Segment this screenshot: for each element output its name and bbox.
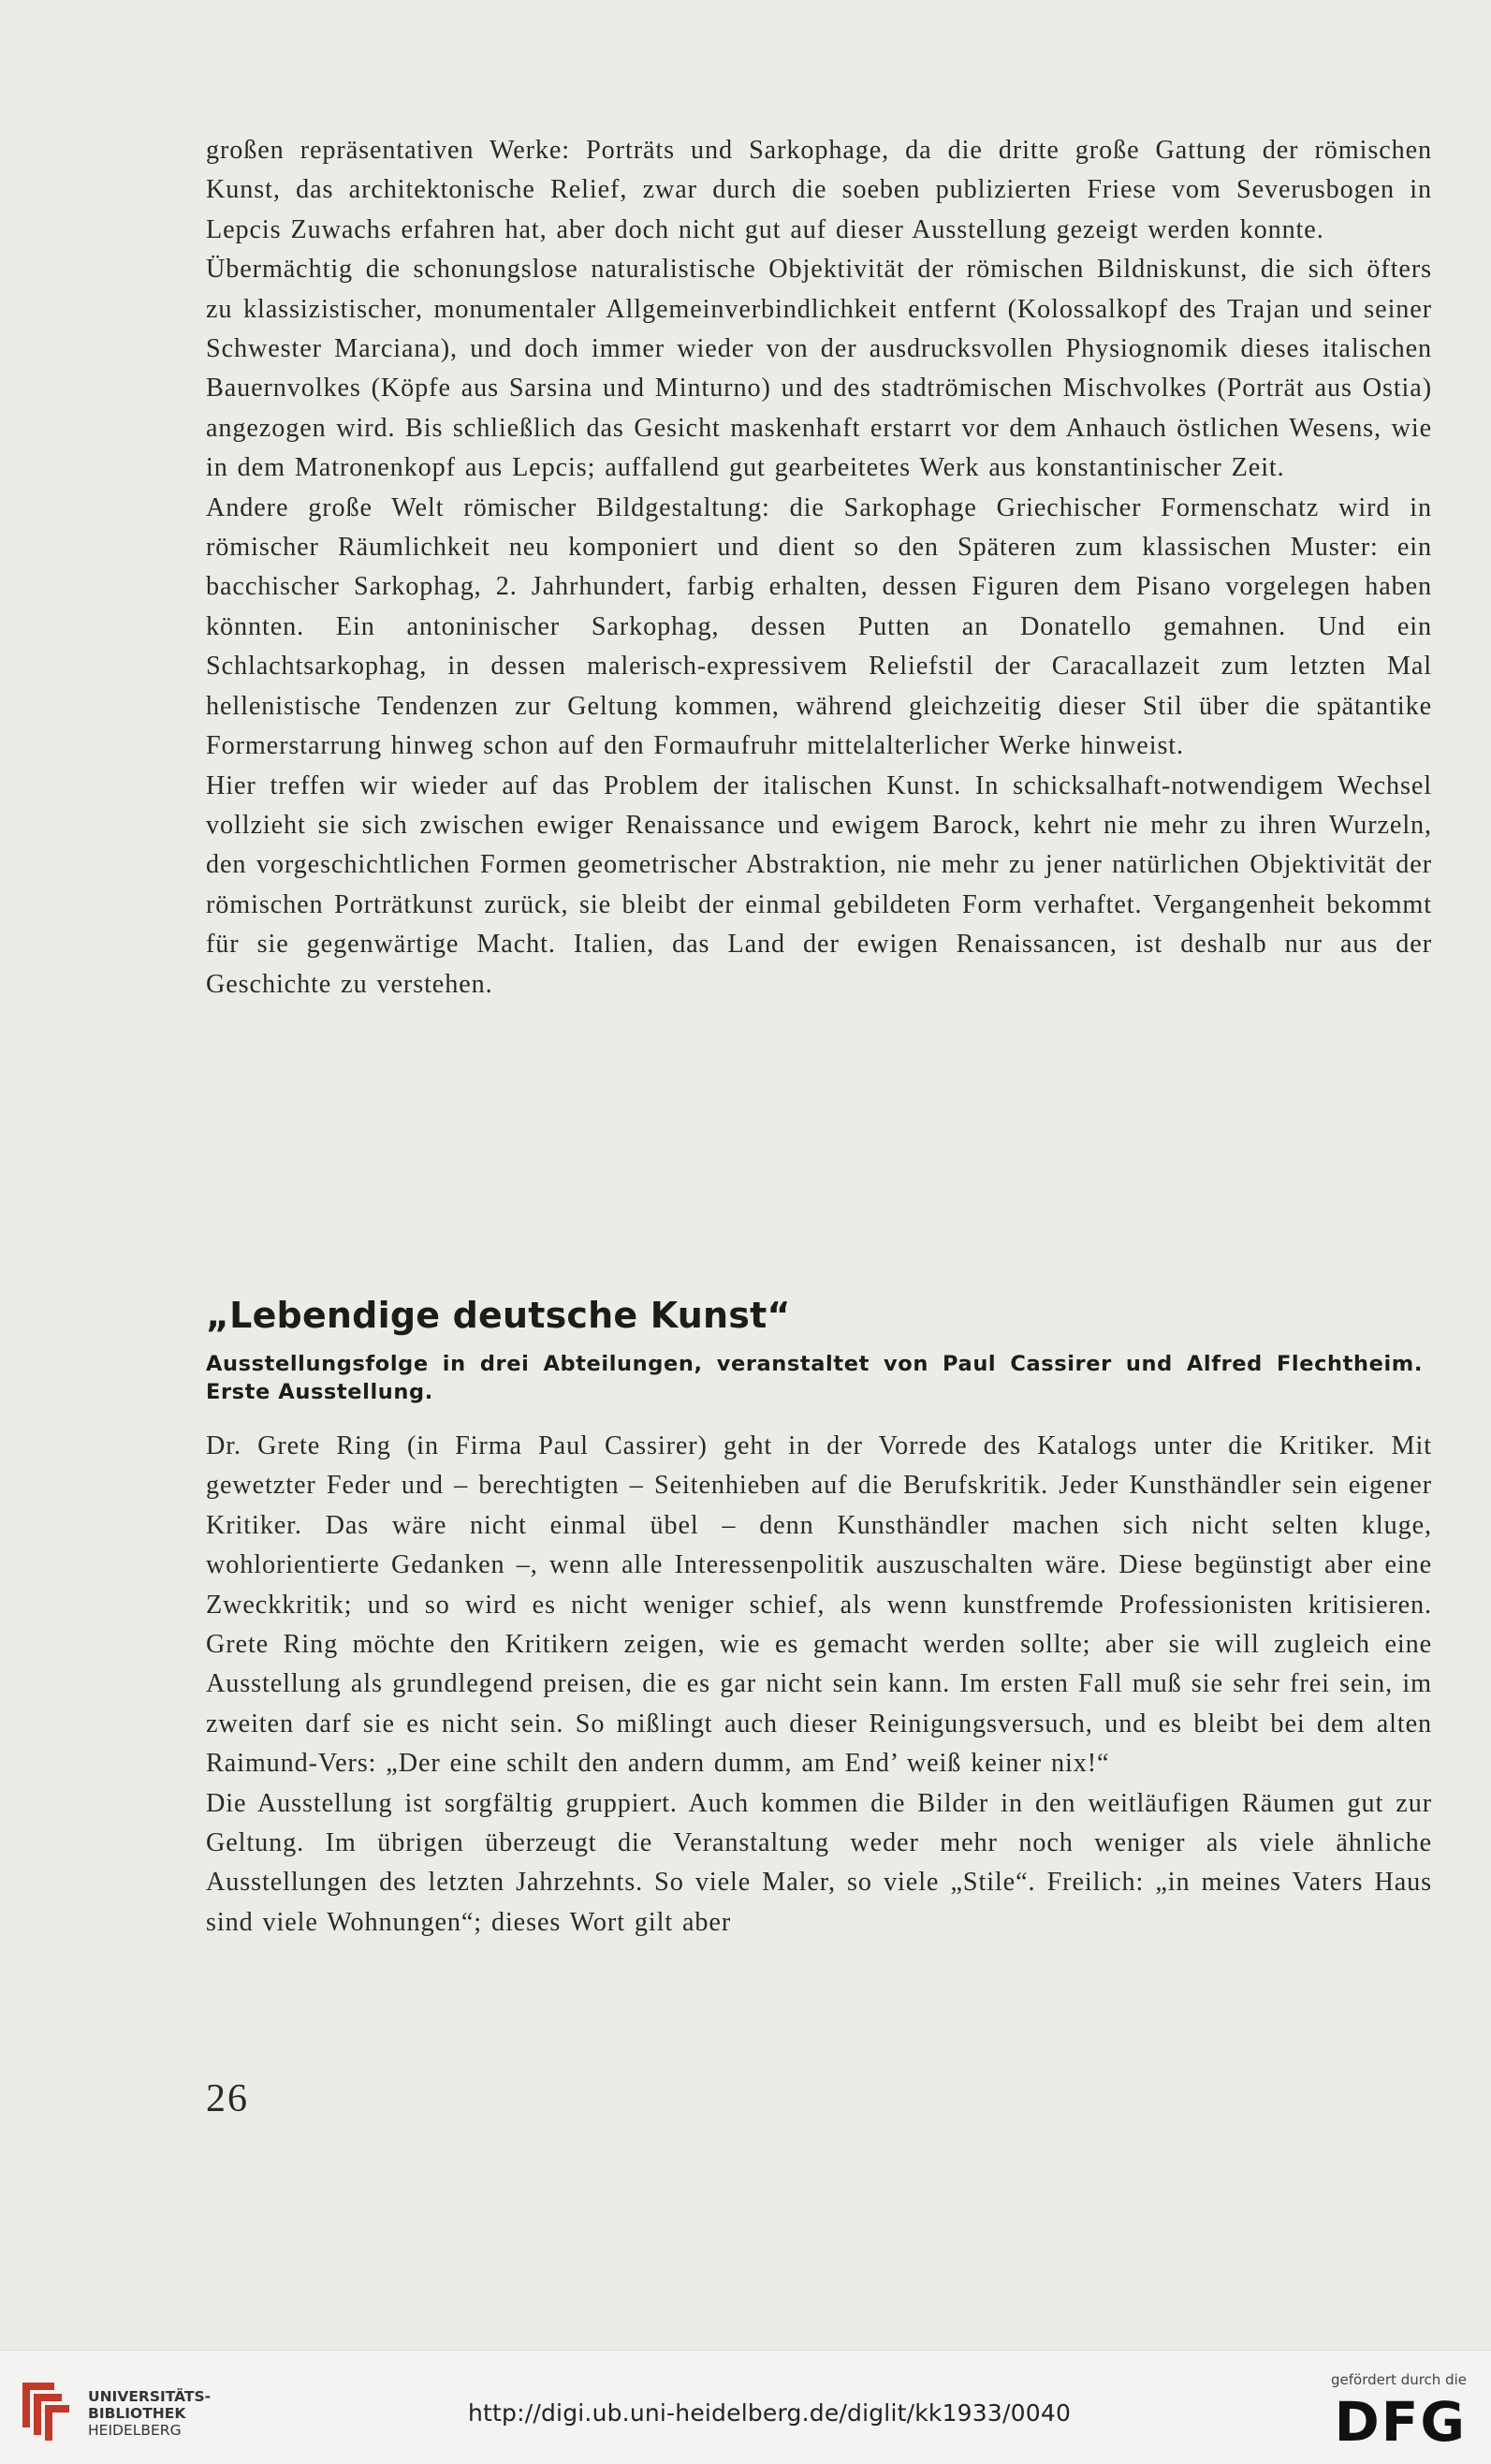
library-name-line1: UNIVERSITÄTS- bbox=[88, 2388, 212, 2405]
paragraph: Die Ausstellung ist sorgfältig gruppiert. Auch kommen die Bilder in den weitläufigen Räumen gut zur Geltung. Im übrigen überzeugt die Veranstaltung weder mehr noch weniger als viele ähnliche Ausstellungen des letzten Jahrzehnts. So viele Maler, so viele „Stile“. Freilich: „in meines Vaters Haus sind viele Wohnungen“; dieses Wort gilt aber bbox=[206, 1788, 1432, 1937]
page-number: 26 bbox=[206, 2077, 249, 2120]
article-body-part2 bbox=[206, 1427, 1432, 1943]
university-library-logo-icon[interactable] bbox=[13, 2375, 79, 2442]
paragraph: großen repräsentativen Werke: Porträts und Sarkophage, da die dritte große Gattung der römischen Kunst, das architektonische Relief, zwar durch die soeben publizierten Friese vom Severusbogen in Lepcis Zuwachs erfahren hat, aber doch nicht gut auf dieser Ausstellung gezeigt werden konnte. bbox=[206, 136, 1432, 244]
library-name bbox=[88, 2388, 211, 2439]
paragraph: Übermächtig die schonungslose naturalistische Objektivität der römischen Bildniskunst, die sich öfters zu klassizistischer, monumentaler Allgemeinverbindlichkeit entfernt (Kolossalkopf des Trajan und seiner Schwester Marciana), und doch immer wieder von der ausdrucksvollen Physiognomik dieses italischen Bauernvolkes (Köpfe aus Sarsina und Minturno) und des stadtrömischen Mischvolkes (Porträt aus Ostia) angezogen wird. Bis schließlich das Gesicht maskenhaft erstarrt vor dem Anhauch östlichen Wesens, wie in dem Matronenkopf aus Lepcis; auffallend gut gearbeitetes Werk aus konstantinischer Zeit. bbox=[206, 255, 1432, 483]
funding-note: gefördert durch die bbox=[1331, 2371, 1467, 2388]
paragraph: Hier treffen wir wieder auf das Problem der italischen Kunst. In schicksalhaft-notwendigem Wechsel vollzieht sie sich zwischen ewiger Renaissance und ewigem Barock, kehrt nie mehr zu ihren Wurzeln, den vorgeschichtlichen Formen geometrischer Abstraktion, nie mehr zu jener natürlichen Objektivität der römischen Porträtkunst zurück, sie bleibt der einmal gebildeten Form verhaftet. Vergangenheit bekommt für sie gegenwärtige Macht. Italien, das Land der ewigen Renaissancen, ist deshalb nur aus der Geschichte zu verstehen. bbox=[206, 770, 1432, 999]
article-body-part1 bbox=[206, 131, 1432, 1005]
library-name-line2: BIBLIOTHEK bbox=[88, 2405, 186, 2422]
library-name-line3: HEIDELBERG bbox=[88, 2422, 182, 2439]
dfg-logo[interactable]: DFG bbox=[1334, 2390, 1467, 2454]
section-title: „Lebendige deutsche Kunst“ bbox=[206, 1295, 791, 1336]
section-heading bbox=[206, 1290, 1432, 1406]
permalink-url[interactable]: http://digi.ub.uni-heidelberg.de/diglit/kk1933/0040 bbox=[468, 2399, 1072, 2427]
paragraph: Dr. Grete Ring (in Firma Paul Cassirer) geht in der Vorrede des Katalogs unter die Kritiker. Mit gewetzter Feder und – berechtigten – Seitenhieben auf die Berufskritik. Jeder Kunsthändler sein eigener Kritiker. Das wäre nicht einmal übel – denn Kunsthändler machen sich nicht selten kluge, wohlorientierte Gedanken –, wenn alle Interessenpolitik auszuschalten wäre. Diese begünstigt aber eine Zweckkritik; und so wird es nicht weniger schief, als wenn kunstfremde Professionisten kritisieren. Grete Ring möchte den Kritikern zeigen, wie es gemacht werden sollte; aber sie will zugleich eine Ausstellung als grundlegend preisen, die es gar nicht sein kann. Im ersten Fall muß sie sehr frei sein, im zweiten darf sie es nicht sein. So mißlingt auch dieser Reinigungsversuch, und es bleibt bei dem alten Raimund-Vers: „Der eine schilt den andern dumm, am End’ weiß keiner nix!“ bbox=[206, 1431, 1432, 1779]
digitization-footer bbox=[0, 2350, 1491, 2464]
paragraph: Andere große Welt römischer Bildgestaltung: die Sarkophage Griechischer Formenschatz wird in römischer Räumlichkeit neu komponiert und dient so den Späteren zum klassischen Muster: ein bacchischer Sarkophag, 2. Jahrhundert, farbig erhalten, dessen Figuren dem Pisano vorgelegen haben könnten. Ein antoninischer Sarkophag, dessen Putten an Donatello gemahnen. Und ein Schlachtsarkophag, in dessen malerisch-expressivem Reliefstil der Caracallazeit zum letzten Mal hellenistische Tendenzen zur Geltung kommen, während gleichzeitig dieser Stil über die spätantike Formerstarrung hinweg schon auf den Formaufruhr mittelalterlicher Werke hinweist. bbox=[206, 492, 1432, 761]
section-subtitle: Ausstellungsfolge in drei Abteilungen, veranstaltet von Paul Cassirer und Alfred Flechtheim. Erste Ausstellung. bbox=[206, 1352, 1423, 1404]
